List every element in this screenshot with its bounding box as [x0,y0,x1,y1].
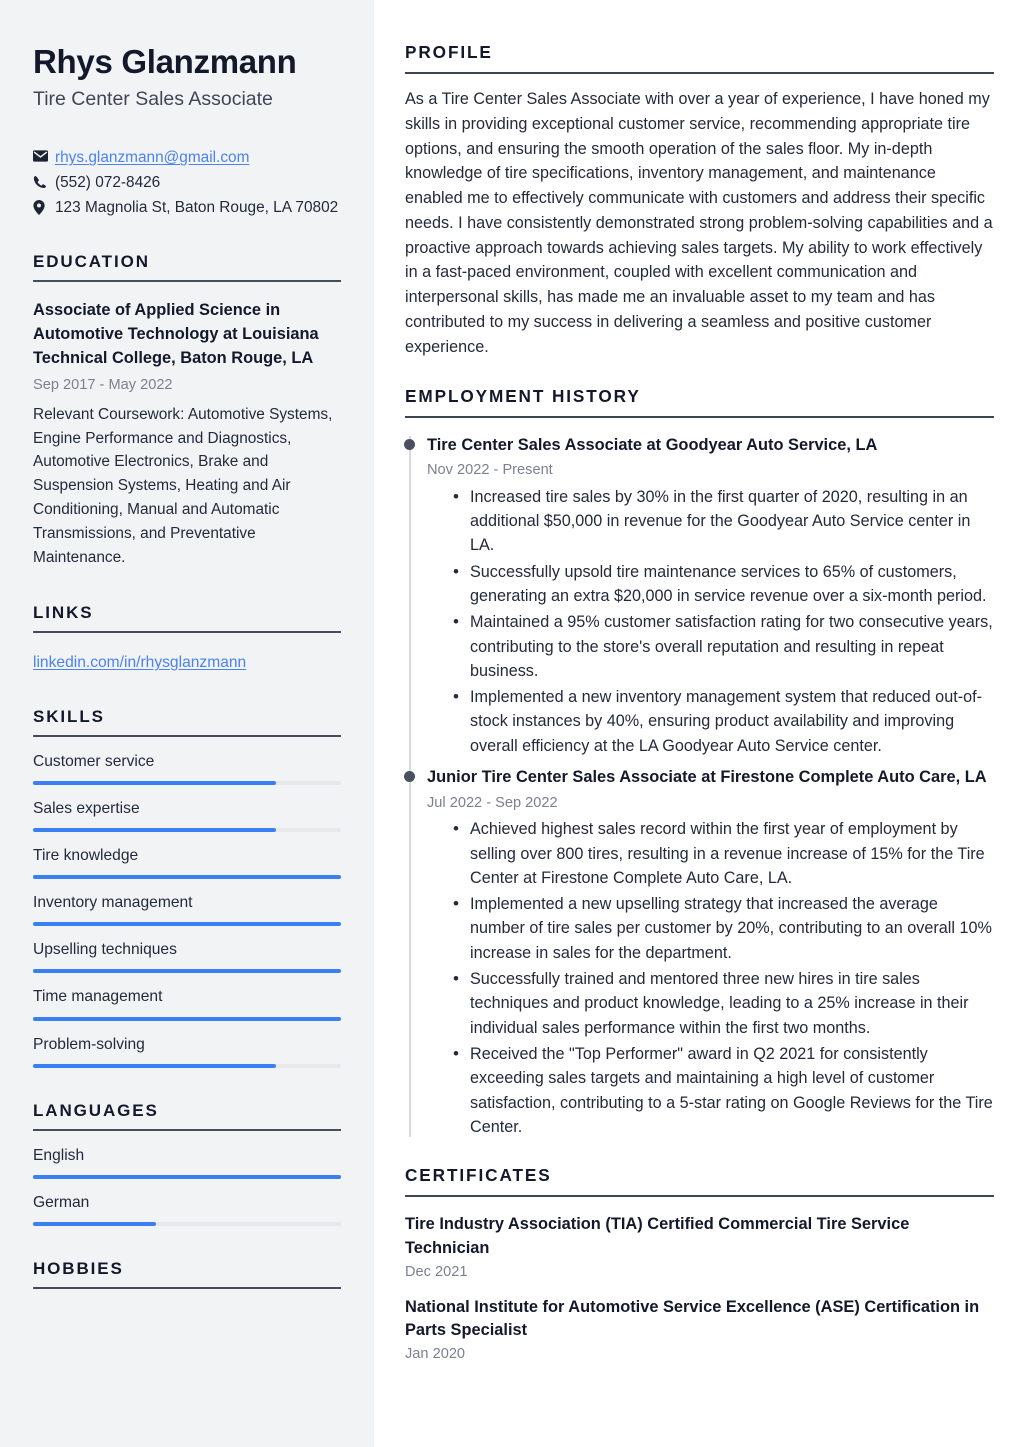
employment-bullet: • Successfully trained and mentored three new hires in tire sales techniques and product knowledge, leading to a 25% increase in their individual sales performance within the first two months. [453,967,994,1040]
sidebar [0,0,374,1447]
certificate-date: Jan 2020 [405,1346,466,1363]
profile-text: As a Tire Center Sales Associate with over a year of experience, I have honed my skills in providing exceptional customer service, recommending appropriate tire options, and ensuring the smooth operation of the sales floor. My in-depth knowledge of tire specifications, inventory management, and maintenance enabled me to effectively communicate with customers and address their specific needs. I have consistently demonstrated strong problem-solving capabilities and a proactive approach towards achieving sales targets. My ability to work effectively in a fast-paced environment, coupled with excellent communication and interpersonal skills, has made me an invaluable asset to my team and has contributed to my success in delivering a seamless and positive customer experience. [405,90,993,356]
hobbies-rule [33,1287,341,1289]
employment-date: Jul 2022 - Sep 2022 [427,794,558,811]
employment-bullets [427,817,994,1139]
employment-bullet: • Received the "Top Performer" award in Q2 2021 for consistently exceeding sales targets and maintaining a high level of customer satisfaction, contributing to a 5-star rating on Google Reviews for the Tire Center. [453,1042,994,1139]
education-date: Sep 2017 - May 2022 [33,377,173,394]
linkedin-link[interactable]: linkedin.com/in/rhysglanzmann [33,653,247,671]
skill-bar-fill [33,1017,341,1021]
contact-address-text: 123 Magnolia St, Baton Rouge, LA 70802 [55,199,339,217]
employment-item [427,434,994,758]
employment-section [405,386,994,1140]
skill-bar-track [33,1064,341,1068]
language-label: German [33,1193,90,1211]
skill-bar-track [33,828,341,832]
education-section [33,252,341,570]
skill-item [33,1034,341,1068]
contact-address-row [33,197,341,219]
employment-timeline [405,434,994,1140]
education-description: Relevant Coursework: Automotive Systems, Engine Performance and Diagnostics, Automotive Electronics, Brake and Suspension Systems, Heating and Air Conditioning, Manual and Automatic Transmissions, and Preventative Maintenance. [33,405,333,566]
envelope-icon [33,147,55,162]
skills-section [33,707,341,1067]
employment-rule [405,416,994,418]
certificates-section [405,1165,994,1362]
education-degree: Associate of Applied Science in Automotive Technology at Louisiana Technical College, Baton Rouge, LA [33,300,319,367]
languages-list [33,1145,341,1226]
employment-bullet: • Maintained a 95% customer satisfaction rating for two consecutive years, contributing to the store's overall reputation and resulting in repeat business. [453,610,994,683]
skill-bar-fill [33,828,276,832]
profile-rule [405,72,994,74]
skill-item [33,892,341,926]
language-bar-fill [33,1175,341,1179]
certificate-date: Dec 2021 [405,1263,468,1280]
languages-heading: LANGUAGES [33,1100,159,1120]
employment-title: Junior Tire Center Sales Associate at Firestone Complete Auto Care, LA [427,768,987,787]
skill-label: Sales expertise [33,800,140,818]
employment-bullet: • Achieved highest sales record within the first year of employment by selling over 800 tires, resulting in a revenue increase of 15% for the Tire Center at Firestone Complete Auto Care, LA. [453,817,994,890]
hobbies-heading: HOBBIES [33,1258,124,1278]
skill-item [33,986,341,1020]
certificates-heading: CERTIFICATES [405,1165,552,1186]
candidate-job-title: Tire Center Sales Associate [33,87,273,110]
employment-bullet: • Implemented a new inventory management system that reduced out-of-stock instances by 40%, ensuring product availability and improving overall efficiency at the LA Goodyear Auto Service center. [453,685,994,758]
skill-item [33,845,341,879]
timeline-dot-icon [404,771,415,782]
languages-rule [33,1129,341,1131]
timeline-dot-icon [404,439,415,450]
certificates-rule [405,1195,994,1197]
employment-bullet: • Successfully upsold tire maintenance services to 65% of customers, generating an extra $20,000 in service revenue over a six-month period. [453,560,994,609]
skills-heading: SKILLS [33,707,105,727]
skill-label: Upselling techniques [33,941,177,959]
education-rule [33,280,341,282]
employment-bullet: • Implemented a new upselling strategy that increased the average number of tire sales per customer by 20%, contributing to an overall 10% increase in sales for the department. [453,892,994,965]
skill-label: Time management [33,988,163,1006]
language-bar-track [33,1175,341,1179]
certificate-item [405,1213,994,1280]
skill-bar-track [33,1017,341,1021]
phone-icon [33,172,55,189]
education-heading: EDUCATION [33,251,150,271]
email-link[interactable]: rhys.glanzmann@gmail.com [55,149,250,167]
skill-item [33,939,341,973]
skill-bar-fill [33,875,341,879]
contact-phone-row [33,172,341,194]
skill-label: Problem-solving [33,1035,145,1053]
language-bar-fill [33,1222,156,1226]
languages-section [33,1101,341,1226]
skill-label: Inventory management [33,894,193,912]
skill-bar-fill [33,969,341,973]
main-column [374,0,1024,1447]
links-rule [33,631,341,633]
links-heading: LINKS [33,602,94,622]
skills-list [33,751,341,1067]
certificate-item [405,1296,994,1363]
employment-bullet: • Increased tire sales by 30% in the first quarter of 2020, resulting in an additional $50,000 in revenue for the Goodyear Auto Service center in LA. [453,485,994,558]
skill-label: Customer service [33,753,155,771]
skill-item [33,798,341,832]
employment-date: Nov 2022 - Present [427,462,553,479]
skill-item [33,751,341,785]
skill-label: Tire knowledge [33,847,139,865]
contact-email-text [55,147,341,169]
certificate-title: National Institute for Automotive Service Excellence (ASE) Certification in Parts Specialist [405,1297,980,1340]
skill-bar-track [33,875,341,879]
skill-bar-track [33,969,341,973]
language-item [33,1145,341,1179]
skill-bar-fill [33,1064,276,1068]
language-label: English [33,1146,85,1164]
certificate-title: Tire Industry Association (TIA) Certified Commercial Tire Service Technician [405,1215,910,1257]
employment-item [427,766,994,1139]
skills-rule [33,735,341,737]
profile-heading: PROFILE [405,42,493,62]
language-item [33,1192,341,1226]
skill-bar-fill [33,781,276,785]
skill-bar-track [33,781,341,785]
contact-phone-text: (552) 072-8426 [55,174,161,192]
profile-section [405,42,994,360]
contact-email-row[interactable] [33,147,341,169]
links-section [33,603,341,674]
language-bar-track [33,1222,341,1226]
skill-bar-fill [33,922,341,926]
contact-details [33,147,341,219]
employment-title: Tire Center Sales Associate at Goodyear Auto Service, LA [427,435,878,454]
employment-bullets [427,485,994,758]
skill-bar-track [33,922,341,926]
map-pin-icon [33,197,55,215]
candidate-name: Rhys Glanzmann [33,43,297,80]
employment-heading: EMPLOYMENT HISTORY [405,385,641,406]
hobbies-section [33,1259,341,1289]
links-list [33,651,341,674]
